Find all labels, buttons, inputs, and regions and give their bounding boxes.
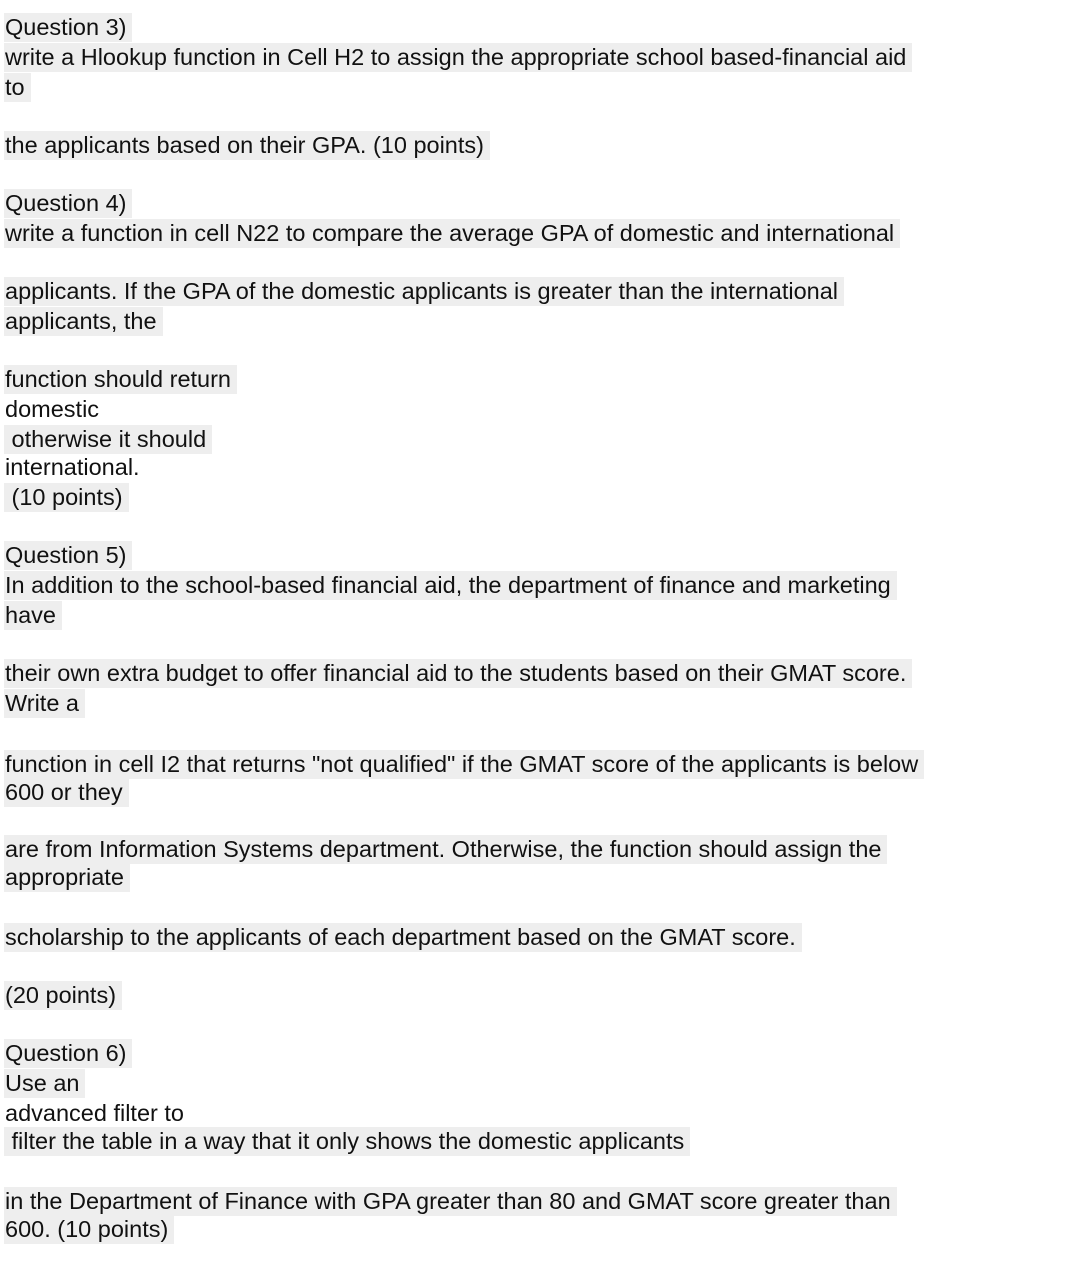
question-6-text-line: advanced filter to <box>5 1100 184 1126</box>
question-4-text-line: write a function in cell N22 to compare the average GPA of domestic and international <box>4 219 900 248</box>
question-6-points: 600. (10 points) <box>4 1215 174 1244</box>
question-4-text-line: function should return <box>4 365 237 394</box>
question-4-text-line: otherwise it should <box>4 425 212 454</box>
question-5-text-line: are from Information Systems department. Otherwise, the function should assign the <box>4 835 887 864</box>
question-6-heading: Question 6) <box>4 1039 132 1068</box>
question-4-text-line: domestic <box>5 396 100 422</box>
question-3-text-line: the applicants based on their GPA. (10 points) <box>4 131 490 160</box>
question-5-text-line: 600 or they <box>4 778 129 807</box>
question-6-text-line: Use an <box>4 1069 85 1098</box>
question-3-text-line: to <box>4 73 31 102</box>
question-5-text-line: Write a <box>4 689 85 718</box>
question-5-text-line: scholarship to the applicants of each department based on the GMAT score. <box>4 923 802 952</box>
question-5-text-line: appropriate <box>4 863 130 892</box>
question-3-heading: Question 3) <box>4 13 132 42</box>
question-4-heading: Question 4) <box>4 189 132 218</box>
question-5-heading: Question 5) <box>4 541 132 570</box>
question-5-points: (20 points) <box>4 981 122 1010</box>
question-3-text-line: write a Hlookup function in Cell H2 to assign the appropriate school based-financial aid <box>4 43 912 72</box>
question-5-text-line: In addition to the school-based financial aid, the department of finance and marketing <box>4 571 897 600</box>
question-4-points: (10 points) <box>4 483 129 512</box>
question-5-text-line: have <box>4 601 62 630</box>
question-5-text-line: their own extra budget to offer financial aid to the students based on their GMAT score. <box>4 659 912 688</box>
question-6-text-line: filter the table in a way that it only shows the domestic applicants <box>4 1127 690 1156</box>
question-6-text-line: in the Department of Finance with GPA greater than 80 and GMAT score greater than <box>4 1187 897 1216</box>
question-4-text-line: applicants, the <box>4 307 163 336</box>
question-5-text-line: function in cell I2 that returns "not qualified" if the GMAT score of the applicants is below <box>4 750 924 779</box>
question-4-text-line: international. <box>5 454 140 480</box>
question-4-text-line: applicants. If the GPA of the domestic applicants is greater than the international <box>4 277 844 306</box>
